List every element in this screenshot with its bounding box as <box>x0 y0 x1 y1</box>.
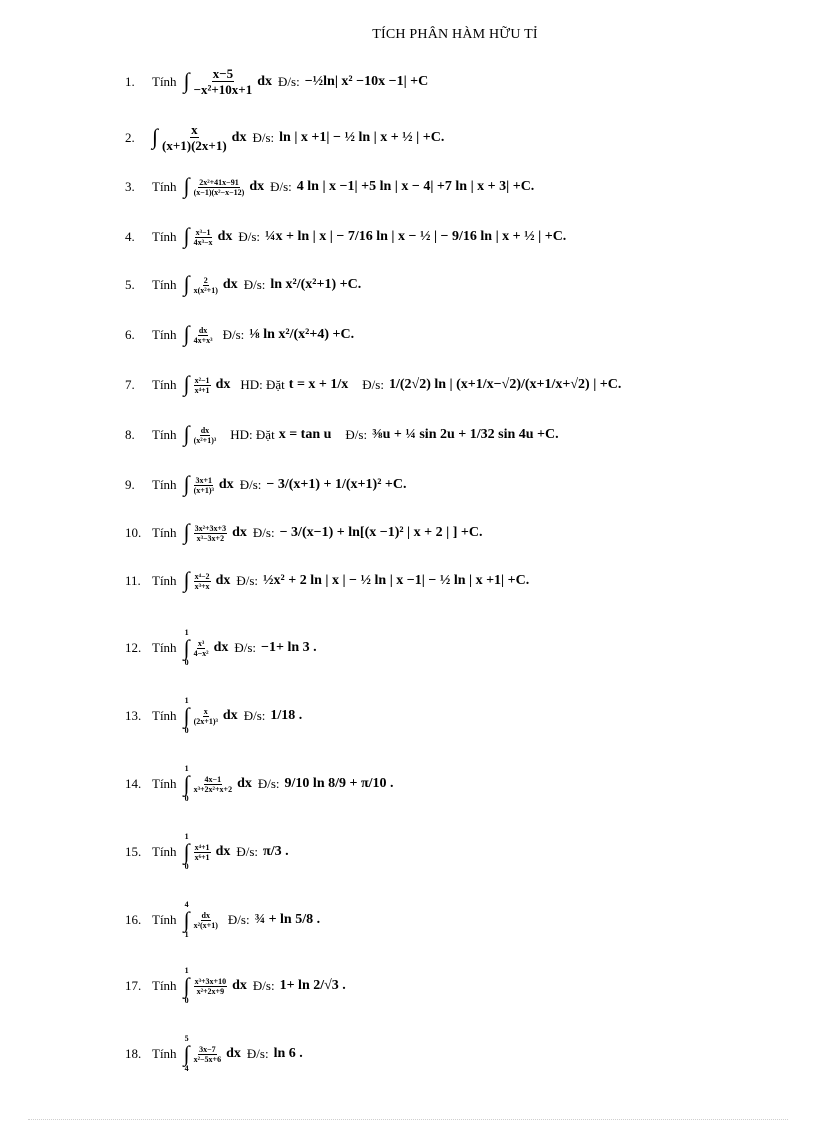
differential: dx <box>257 73 273 89</box>
differential: dx <box>215 377 231 392</box>
integrand-numerator: x³ <box>197 638 205 648</box>
integrand-fraction <box>194 376 211 395</box>
problem-number: 9. <box>125 477 135 492</box>
hint-label: HD: Đặt <box>230 427 275 442</box>
problem-item <box>125 900 786 940</box>
integral-icon: ∫ <box>183 1041 190 1066</box>
integrand-numerator: 2 <box>203 275 208 285</box>
problem-number: 1. <box>125 73 135 89</box>
differential: dx <box>232 978 247 993</box>
integrand-numerator: x³+3x+10 <box>194 976 227 986</box>
answer-label: Đ/s: <box>236 573 259 588</box>
integral-icon: ∫ <box>183 567 190 592</box>
answer-label: Đ/s: <box>243 277 266 292</box>
lower-limit: 0 <box>184 996 189 1005</box>
answer-expression: ln x²/(x²+1) +C. <box>270 277 362 292</box>
answer-expression: 4 ln | x −1| +5 ln | x − 4| +7 ln | x + 3| +C. <box>296 179 535 194</box>
definite-integral-sign <box>184 628 190 668</box>
problem-item <box>125 1034 786 1074</box>
upper-limit: 1 <box>184 628 189 637</box>
integral-icon: ∫ <box>183 421 190 446</box>
integrand-numerator: x⁴+1 <box>194 842 210 852</box>
integrand-denominator: x²(x+1) <box>193 920 218 930</box>
integrand-denominator: x⁶+1 <box>194 852 210 862</box>
integrand-fraction <box>194 572 211 591</box>
problem-keyword: Tính <box>152 776 177 791</box>
problem-number: 6. <box>125 327 135 342</box>
integral-icon: ∫ <box>183 223 190 248</box>
integrand-numerator: 3x+1 <box>195 475 213 485</box>
answer-expression: 1/18 . <box>270 708 303 723</box>
problem-number: 17. <box>125 978 142 993</box>
problem-keyword: Tính <box>152 327 177 342</box>
problem-item <box>125 223 786 248</box>
problem-keyword: Tính <box>152 525 177 540</box>
integrand-numerator: 2x²+41x−91 <box>199 177 239 187</box>
upper-limit: 5 <box>184 1034 189 1043</box>
upper-limit: 1 <box>184 966 189 975</box>
integrand-fraction <box>194 326 213 345</box>
integrand-numerator: 3x−7 <box>199 1044 216 1054</box>
integrand-fraction <box>194 524 228 543</box>
integral-icon: ∫ <box>183 173 190 198</box>
problem-keyword: Tính <box>152 640 177 655</box>
integral-icon: ∫ <box>183 371 190 396</box>
integrand-fraction <box>194 66 253 97</box>
answer-label: Đ/s: <box>246 1046 269 1061</box>
upper-limit: 1 <box>184 696 189 705</box>
problem-keyword: Tính <box>152 912 177 927</box>
integrand-numerator: dx <box>201 910 210 920</box>
integrand-denominator: 4x³−x <box>193 237 213 247</box>
integrand-fraction <box>194 1045 222 1064</box>
integrand-denominator: x³+x <box>194 581 210 591</box>
integrand-denominator: (2x+1)³ <box>193 716 218 726</box>
problem-item <box>125 371 786 396</box>
definite-integral-sign <box>184 832 190 872</box>
answer-expression: ln | x +1| − ½ ln | x + ½ | +C. <box>279 129 445 145</box>
integral-icon: ∫ <box>183 321 190 346</box>
problem-item <box>125 66 786 97</box>
definite-integral-sign <box>184 696 190 736</box>
lower-limit: 1 <box>184 930 189 939</box>
integrand-denominator: x³−3x+2 <box>196 533 225 543</box>
integral-icon: ∫ <box>183 703 190 728</box>
differential: dx <box>249 179 265 194</box>
differential: dx <box>226 1046 241 1061</box>
problem-keyword: Tính <box>152 978 177 993</box>
problem-item <box>125 122 786 153</box>
problem-number: 8. <box>125 427 135 442</box>
problem-number: 11. <box>125 573 141 588</box>
answer-label: Đ/s: <box>234 640 257 655</box>
answer-expression: 9/10 ln 8/9 + π/10 . <box>284 776 394 791</box>
hint-substitution: x = tan u <box>278 427 332 442</box>
integral-icon: ∫ <box>183 271 190 296</box>
differential: dx <box>232 525 247 540</box>
definite-integral-sign <box>184 1034 190 1074</box>
problem-number: 14. <box>125 776 142 791</box>
lower-limit: 0 <box>184 862 189 871</box>
page-title: TÍCH PHÂN HÀM HỮU TỈ <box>372 27 538 42</box>
problem-number: 7. <box>125 377 135 392</box>
lower-limit: 0 <box>184 794 189 803</box>
problem-keyword: Tính <box>152 277 177 292</box>
integrand-fraction <box>194 977 228 996</box>
hint-label: HD: Đặt <box>240 377 285 392</box>
problem-number: 4. <box>125 229 135 244</box>
answer-label: Đ/s: <box>362 377 384 392</box>
answer-expression: ⅛ ln x²/(x²+4) +C. <box>249 327 355 342</box>
integrand-fraction <box>194 426 217 445</box>
answer-label: Đ/s: <box>270 179 292 194</box>
problem-number: 10. <box>125 525 142 540</box>
problem-item <box>125 519 786 544</box>
answer-label: Đ/s: <box>236 844 259 859</box>
page-bottom-divider <box>28 1119 788 1120</box>
problem-keyword: Tính <box>152 573 177 588</box>
integrand-denominator: x(x²+1) <box>193 285 218 295</box>
answer-expression: −½ln| x² −10x −1| +C <box>304 73 429 89</box>
integrand-numerator: x³−1 <box>195 227 211 237</box>
integrand-fraction <box>194 178 245 197</box>
integral-icon: ∫ <box>183 973 190 998</box>
answer-expression: −1+ ln 3 . <box>261 640 317 655</box>
integral-icon: ∫ <box>183 471 190 496</box>
upper-limit: 1 <box>184 764 189 773</box>
differential: dx <box>222 277 238 292</box>
problem-item <box>125 271 786 296</box>
problem-item <box>125 173 786 198</box>
answer-label: Đ/s: <box>252 525 275 540</box>
problem-number: 13. <box>125 708 142 723</box>
problem-item <box>125 421 786 446</box>
hint-substitution: t = x + 1/x <box>288 377 349 392</box>
integrand-fraction <box>194 911 218 930</box>
integrand-numerator: x⁴−2 <box>194 571 210 581</box>
integrand-denominator: (x+1)(2x+1) <box>162 138 227 153</box>
integrand-numerator: dx <box>198 325 208 335</box>
differential: dx <box>217 229 233 244</box>
problem-item <box>125 832 786 872</box>
answer-label: Đ/s: <box>252 129 275 145</box>
answer-expression: 1+ ln 2/√3 . <box>279 978 346 993</box>
integrand-numerator: x−5 <box>212 66 234 81</box>
problem-item <box>125 966 786 1006</box>
integrand-fraction <box>194 476 214 495</box>
integrand-fraction <box>194 707 218 726</box>
differential: dx <box>222 708 238 723</box>
answer-label: Đ/s: <box>243 708 266 723</box>
problem-number: 15. <box>125 844 142 859</box>
integral-icon: ∫ <box>183 771 190 796</box>
problem-item <box>125 321 786 346</box>
integrand-fraction <box>194 276 218 295</box>
problem-keyword: Tính <box>152 73 177 89</box>
integral-icon: ∫ <box>183 635 190 660</box>
definite-integral-sign <box>184 966 190 1006</box>
integrand-numerator: x <box>191 122 198 137</box>
integrand-denominator: (x−1)(x²−x−12) <box>193 187 245 197</box>
integrand-numerator: dx <box>200 425 210 435</box>
problem-number: 16. <box>125 912 142 927</box>
problem-item <box>125 628 786 668</box>
answer-label: Đ/s: <box>222 327 245 342</box>
integrand-denominator: (x²+1)³ <box>193 435 217 445</box>
integrand-denominator: (x+1)³ <box>193 485 214 495</box>
problem-keyword: Tính <box>152 477 177 492</box>
problem-keyword: Tính <box>152 179 177 194</box>
integrand-denominator: x⁴+1 <box>194 385 210 395</box>
problem-number: 5. <box>125 277 135 292</box>
integrand-fraction <box>194 228 213 247</box>
answer-label: Đ/s: <box>345 427 368 442</box>
answer-label: Đ/s: <box>239 477 262 492</box>
integrand-fraction <box>162 122 227 153</box>
answer-label: Đ/s: <box>227 912 250 927</box>
problem-keyword: Tính <box>152 427 177 442</box>
problem-item <box>125 567 786 592</box>
differential: dx <box>218 477 234 492</box>
upper-limit: 1 <box>184 832 189 841</box>
integral-icon: ∫ <box>183 907 190 932</box>
integrand-numerator: 4x−1 <box>204 774 222 784</box>
problem-item <box>125 471 786 496</box>
answer-expression: − 3/(x+1) + 1/(x+1)² +C. <box>266 477 407 492</box>
integrand-numerator: x <box>203 706 208 716</box>
integrand-fraction <box>194 639 209 658</box>
differential: dx <box>231 129 247 145</box>
problem-number: 12. <box>125 640 142 655</box>
problem-item <box>125 696 786 736</box>
answer-expression: ln 6 . <box>273 1046 303 1061</box>
answer-expression: − 3/(x−1) + ln[(x −1)² | x + 2 | ] +C. <box>279 525 483 540</box>
answer-label: Đ/s: <box>257 776 280 791</box>
integral-icon: ∫ <box>183 519 190 544</box>
differential: dx <box>213 640 229 655</box>
integrand-denominator: 4x+x³ <box>193 335 213 345</box>
problem-keyword: Tính <box>152 844 177 859</box>
problem-item <box>125 764 786 804</box>
differential: dx <box>215 844 231 859</box>
integrand-denominator: x³+2x²+x+2 <box>193 784 233 794</box>
answer-label: Đ/s: <box>238 229 261 244</box>
lower-limit: 0 <box>184 726 189 735</box>
lower-limit: 4 <box>184 1064 189 1073</box>
integrand-numerator: x²−1 <box>194 375 210 385</box>
integrand-fraction <box>194 843 211 862</box>
integrand-denominator: −x²+10x+1 <box>193 82 253 97</box>
integral-icon: ∫ <box>152 123 159 149</box>
problem-keyword: Tính <box>152 229 177 244</box>
answer-expression: ½x² + 2 ln | x | − ½ ln | x −1| − ½ ln | x +1| +C. <box>263 573 530 588</box>
answer-label: Đ/s: <box>278 73 300 89</box>
definite-integral-sign <box>184 900 190 940</box>
problem-keyword: Tính <box>152 708 177 723</box>
integrand-denominator: x²−5x+6 <box>193 1054 222 1064</box>
integrand-denominator: x²+2x+9 <box>196 986 225 996</box>
lower-limit: 0 <box>184 658 189 667</box>
definite-integral-sign <box>184 764 190 804</box>
answer-expression: 1/(2√2) ln | (x+1/x−√2)/(x+1/x+√2) | +C. <box>388 377 622 392</box>
answer-expression: ¼x + ln | x | − 7/16 ln | x − ½ | − 9/16 ln | x + ½ | +C. <box>265 229 567 244</box>
problem-number: 18. <box>125 1046 142 1061</box>
answer-label: Đ/s: <box>252 978 275 993</box>
integrand-numerator: 3x²+3x+3 <box>194 523 227 533</box>
problem-keyword: Tính <box>152 377 177 392</box>
answer-expression: ⅜u + ¼ sin 2u + 1/32 sin 4u +C. <box>372 427 559 442</box>
differential: dx <box>237 776 252 791</box>
integrand-denominator: 4−x² <box>193 648 209 658</box>
problem-keyword: Tính <box>152 1046 177 1061</box>
answer-expression: ¾ + ln 5/8 . <box>254 912 321 927</box>
problem-number: 2. <box>125 129 135 145</box>
answer-expression: π/3 . <box>263 844 289 859</box>
upper-limit: 4 <box>184 900 189 909</box>
integrand-fraction <box>194 775 232 794</box>
problem-number: 3. <box>125 179 135 194</box>
differential: dx <box>215 573 231 588</box>
integral-icon: ∫ <box>183 839 190 864</box>
integral-icon: ∫ <box>183 67 190 93</box>
